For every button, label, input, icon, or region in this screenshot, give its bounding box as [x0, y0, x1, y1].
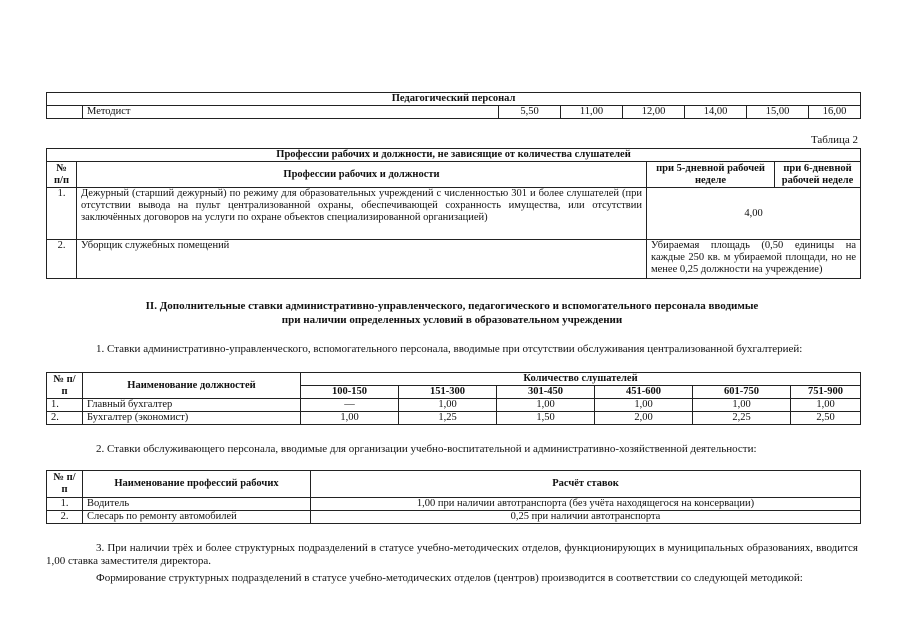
- column-group-students-count: Количество слушателей: [301, 373, 861, 386]
- value-cell: 1,00: [301, 412, 399, 425]
- value-cell: 14,00: [685, 106, 747, 119]
- row-number: 1.: [47, 188, 77, 240]
- rate-value: Убираемая площадь (0,50 единицы на каждые 250 кв. м убираемой площади, но не менее 0,25 должности на учреждение): [647, 240, 861, 279]
- value-cell: 1,00: [595, 399, 693, 412]
- row-number: 2.: [47, 240, 77, 279]
- pedagogical-staff-table: [46, 92, 861, 119]
- column-header-number: № п/п: [47, 471, 83, 498]
- profession-name: Дежурный (старший дежурный) по режиму для образовательных учреждений с численностью 301 и более слушателей (при отсутствии вывода на пульт централизованной охраны, обеспечивающей сохранность имущества, или отсутствии заключённых договоров на услуги по охране объектов специализированной организацией): [77, 188, 647, 240]
- column-header-rate-calculation: Расчёт ставок: [311, 471, 861, 498]
- value-cell: —: [301, 399, 399, 412]
- value-cell: 5,50: [499, 106, 561, 119]
- row-number: 2.: [47, 412, 83, 425]
- profession-name: Слесарь по ремонту автомобилей: [83, 511, 311, 524]
- table2-title: Профессии рабочих и должности, не зависящие от количества слушателей: [47, 149, 861, 162]
- service-staff-table: [46, 470, 861, 524]
- column-header-number: № п/п: [47, 373, 83, 399]
- position-name: Методист: [83, 106, 499, 119]
- value-cell: 1,50: [497, 412, 595, 425]
- column-header-range: 151-300: [399, 386, 497, 399]
- rate-value: 4,00: [647, 188, 861, 240]
- row-number: 2.: [47, 511, 83, 524]
- position-name: Бухгалтер (экономист): [83, 412, 301, 425]
- column-header-profession: Наименование профессий рабочих: [83, 471, 311, 498]
- profession-name: Водитель: [83, 498, 311, 511]
- column-header-6day-week: при 6-дневной рабочей неделе: [775, 162, 861, 188]
- column-header-range: 100-150: [301, 386, 399, 399]
- table2-caption: Таблица 2: [810, 134, 858, 146]
- row-number: [47, 106, 83, 119]
- value-cell: 2,25: [693, 412, 791, 425]
- rate-calculation: 0,25 при наличии автотранспорта: [311, 511, 861, 524]
- column-header-range: 451-600: [595, 386, 693, 399]
- value-cell: 16,00: [809, 106, 861, 119]
- paragraph-3: 3. При наличии трёх и более структурных подразделений в статусе учебно-методических отделов, функционирующих в муниципальных образованиях, вводится 1,00 ставка заместителя директора.: [46, 542, 858, 567]
- accounting-staff-table: [46, 372, 861, 425]
- position-name: Главный бухгалтер: [83, 399, 301, 412]
- column-header-number: № п/п: [47, 162, 77, 188]
- column-header-range: 301-450: [497, 386, 595, 399]
- value-cell: 12,00: [623, 106, 685, 119]
- value-cell: 1,00: [693, 399, 791, 412]
- value-cell: 1,00: [791, 399, 861, 412]
- row-number: 1.: [47, 498, 83, 511]
- value-cell: 2,00: [595, 412, 693, 425]
- paragraph-4: Формирование структурных подразделений в статусе учебно-методических отделов (центров) производится в соответствии со следующей методикой:: [96, 572, 803, 584]
- value-cell: 1,00: [399, 399, 497, 412]
- paragraph-1: 1. Ставки административно-управленческого, вспомогательного персонала, вводимые при отсутствии обслуживания централизованной бухгалтерией:: [96, 343, 803, 355]
- value-cell: 1,25: [399, 412, 497, 425]
- column-header-5day-week: при 5-дневной рабочей неделе: [647, 162, 775, 188]
- rate-calculation: 1,00 при наличии автотранспорта (без учёта находящегося на консервации): [311, 498, 861, 511]
- paragraph-2: 2. Ставки обслуживающего персонала, вводимые для организации учебно-воспитательной и административно-хозяйственной деятельности:: [96, 443, 757, 455]
- section-heading-line2: при наличии определенных условий в образовательном учреждении: [281, 314, 623, 326]
- value-cell: 11,00: [561, 106, 623, 119]
- section-heading-line1: II. Дополнительные ставки административно-управленческого, педагогического и вспомогательного персонала вводимые: [145, 300, 759, 312]
- row-number: 1.: [47, 399, 83, 412]
- section-title: Педагогический персонал: [47, 93, 861, 106]
- value-cell: 2,50: [791, 412, 861, 425]
- column-header-profession: Профессии рабочих и должности: [77, 162, 647, 188]
- table2: [46, 148, 861, 279]
- column-header-range: 751-900: [791, 386, 861, 399]
- section-heading: [46, 299, 858, 327]
- profession-name: Уборщик служебных помещений: [77, 240, 647, 279]
- value-cell: 1,00: [497, 399, 595, 412]
- column-header-position: Наименование должностей: [83, 373, 301, 399]
- value-cell: 15,00: [747, 106, 809, 119]
- column-header-range: 601-750: [693, 386, 791, 399]
